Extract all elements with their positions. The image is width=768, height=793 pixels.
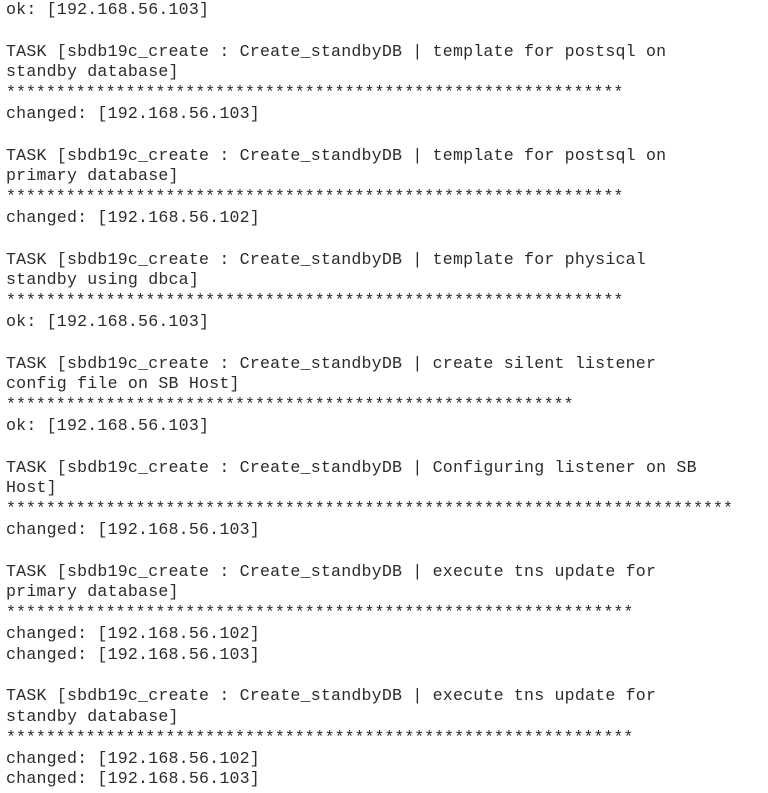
task-title-line: TASK [sbdb19c_create : Create_standbyDB | create silent listener [6,353,657,373]
task-block [6,354,768,437]
blank-line [6,333,768,354]
blank-line [6,437,768,458]
result-line: changed: [192.168.56.103] [6,644,260,664]
blank-line [6,541,768,562]
task-separator: ************************************************************************* [6,499,733,519]
task-block [6,42,768,125]
blank-line [6,666,768,687]
task-separator: ************************************************************** [6,291,624,311]
task-separator: *************************************************************** [6,727,634,747]
task-title-line: TASK [sbdb19c_create : Create_standbyDB | Configuring listener on SB [6,457,697,477]
task-title-line: Host] [6,478,57,498]
result-line: ok: [192.168.56.103] [6,415,210,435]
task-block [6,250,768,333]
task-block [6,458,768,541]
task-separator: *************************************************************** [6,603,634,623]
task-title-line: standby database] [6,707,179,727]
task-block [6,562,768,666]
task-block [6,686,768,790]
task-block [6,146,768,229]
task-title-line: standby using dbca] [6,270,199,290]
task-title-line: TASK [sbdb19c_create : Create_standbyDB | template for postsql on [6,41,667,61]
task-title-line: TASK [sbdb19c_create : Create_standbyDB | execute tns update for [6,686,657,706]
task-separator: ********************************************************* [6,395,574,415]
task-separator: ************************************************************** [6,187,624,207]
result-line: changed: [192.168.56.102] [6,748,260,768]
blank-line [6,229,768,250]
result-line: changed: [192.168.56.103] [6,769,260,789]
result-line: changed: [192.168.56.102] [6,207,260,227]
blank-line [6,21,768,42]
task-title-line: primary database] [6,166,179,186]
task-title-line: primary database] [6,582,179,602]
result-line: changed: [192.168.56.102] [6,623,260,643]
task-title-line: TASK [sbdb19c_create : Create_standbyDB | template for postsql on [6,145,667,165]
result-line: ok: [192.168.56.103] [6,0,210,19]
task-title-line: standby database] [6,62,179,82]
task-title-line: TASK [sbdb19c_create : Create_standbyDB | template for physical [6,249,646,269]
task-title-line: config file on SB Host] [6,374,240,394]
task-separator: ************************************************************** [6,83,624,103]
result-line: changed: [192.168.56.103] [6,103,260,123]
task-title-line: TASK [sbdb19c_create : Create_standbyDB | execute tns update for [6,561,657,581]
result-line: changed: [192.168.56.103] [6,519,260,539]
result-line: ok: [192.168.56.103] [6,311,210,331]
blank-line [6,125,768,146]
